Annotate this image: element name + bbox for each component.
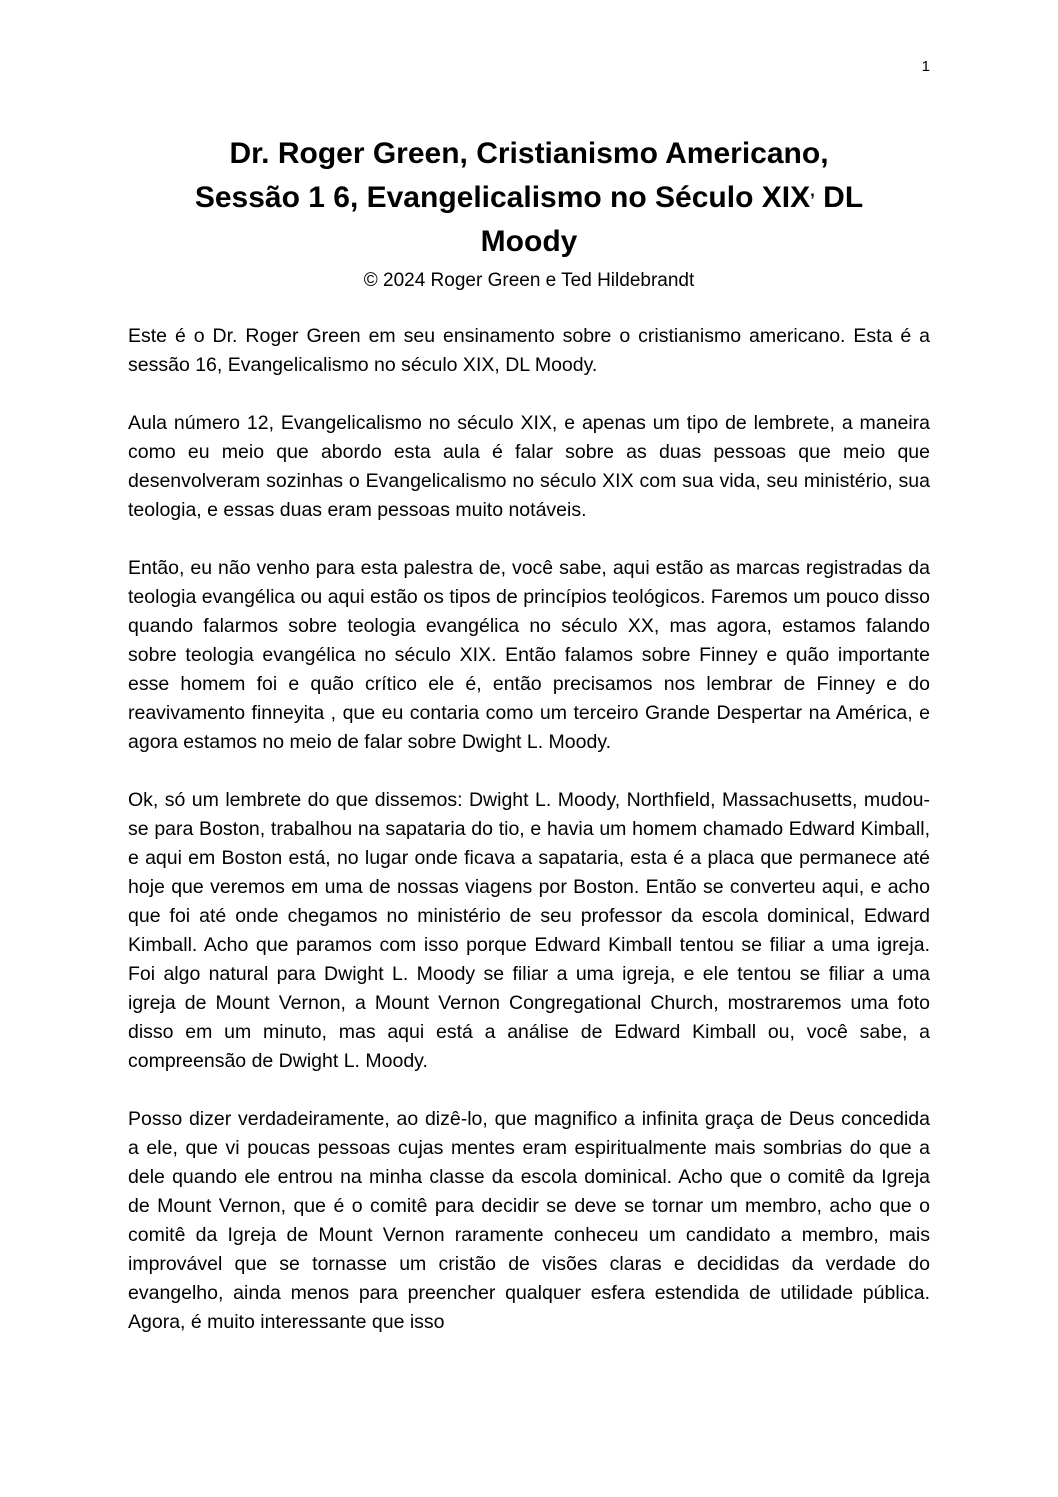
paragraph-2: Aula número 12, Evangelicalismo no século XIX, e apenas um tipo de lembrete, a maneira como eu meio que abordo esta aula é falar sobre as duas pessoas que meio que desenvolveram sozinhas o Evangelicalismo no século XIX com sua vida, seu ministério, sua teologia, e essas duas eram pessoas muito notáveis. bbox=[128, 412, 930, 521]
paragraph-5: Posso dizer verdadeiramente, ao dizê-lo, que magnifico a infinita graça de Deus concedida a ele, que vi poucas pessoas cujas mentes eram espiritualmente mais sombrias do que a dele quando ele entrou na minha classe da escola dominical. Acho que o comitê da Igreja de Mount Vernon, que é o comitê para decidir se deve se tornar um membro, acho que o comitê da Igreja de Mount Vernon raramente conheceu um candidato a membro, mais improvável que se tornasse um cristão de visões claras e decididas da verdade do evangelho, ainda menos para preencher qualquer esfera estendida de utilidade pública. Agora, é muito interessante que isso bbox=[128, 1108, 930, 1333]
title-superscript-comma: , bbox=[810, 181, 815, 200]
paragraph-4: Ok, só um lembrete do que dissemos: Dwight L. Moody, Northfield, Massachusetts, mudou-se para Boston, trabalhou na sapataria do tio, e havia um homem chamado Edward Kimball, e aqui em Boston está, no lugar onde ficava a sapataria, esta é a placa que permanece até hoje que veremos em uma de nossas viagens por Boston. Então se converteu aqui, e acho que foi até onde chegamos no ministério de seu professor da escola dominical, Edward Kimball. Acho que paramos com isso porque Edward Kimball tentou se filiar a uma igreja. Foi algo natural para Dwight L. Moody se filiar a uma igreja, e ele tentou se filiar a uma igreja de Mount Vernon, a Mount Vernon Congregational Church, mostraremos uma foto disso em um minuto, mas aqui está a análise de Edward Kimball ou, você sabe, a compreensão de Dwight L. Moody. bbox=[128, 789, 930, 1072]
title-line-2: Sessão 1 6, Evangelicalismo no Século XIX bbox=[194, 181, 811, 214]
copyright-line: © 2024 Roger Green e Ted Hildebrandt bbox=[363, 270, 695, 291]
title-line-1: Dr. Roger Green, Cristianismo Americano, bbox=[229, 137, 829, 170]
paragraph-1: Este é o Dr. Roger Green em seu ensinamento sobre o cristianismo americano. Esta é a sessão 16, Evangelicalismo no século XIX, DL Moody. bbox=[128, 325, 930, 376]
title-line-2-end: DL bbox=[814, 181, 864, 214]
document-body bbox=[128, 322, 930, 1337]
title-line-3: Moody bbox=[480, 225, 578, 258]
document-title bbox=[128, 132, 930, 264]
page-number: 1 bbox=[921, 58, 930, 75]
paragraph-3: Então, eu não venho para esta palestra de, você sabe, aqui estão as marcas registradas da teologia evangélica ou aqui estão os tipos de princípios teológicos. Faremos um pouco disso quando falarmos sobre teologia evangélica no século XX, mas agora, estamos falando sobre teologia evangélica no século XIX. Então falamos sobre Finney e quão importante esse homem foi e quão crítico ele é, então precisamos nos lembrar de Finney e do reavivamento finneyita , que eu contaria como um terceiro Grande Despertar na América, e agora estamos no meio de falar sobre Dwight L. Moody. bbox=[128, 557, 930, 753]
